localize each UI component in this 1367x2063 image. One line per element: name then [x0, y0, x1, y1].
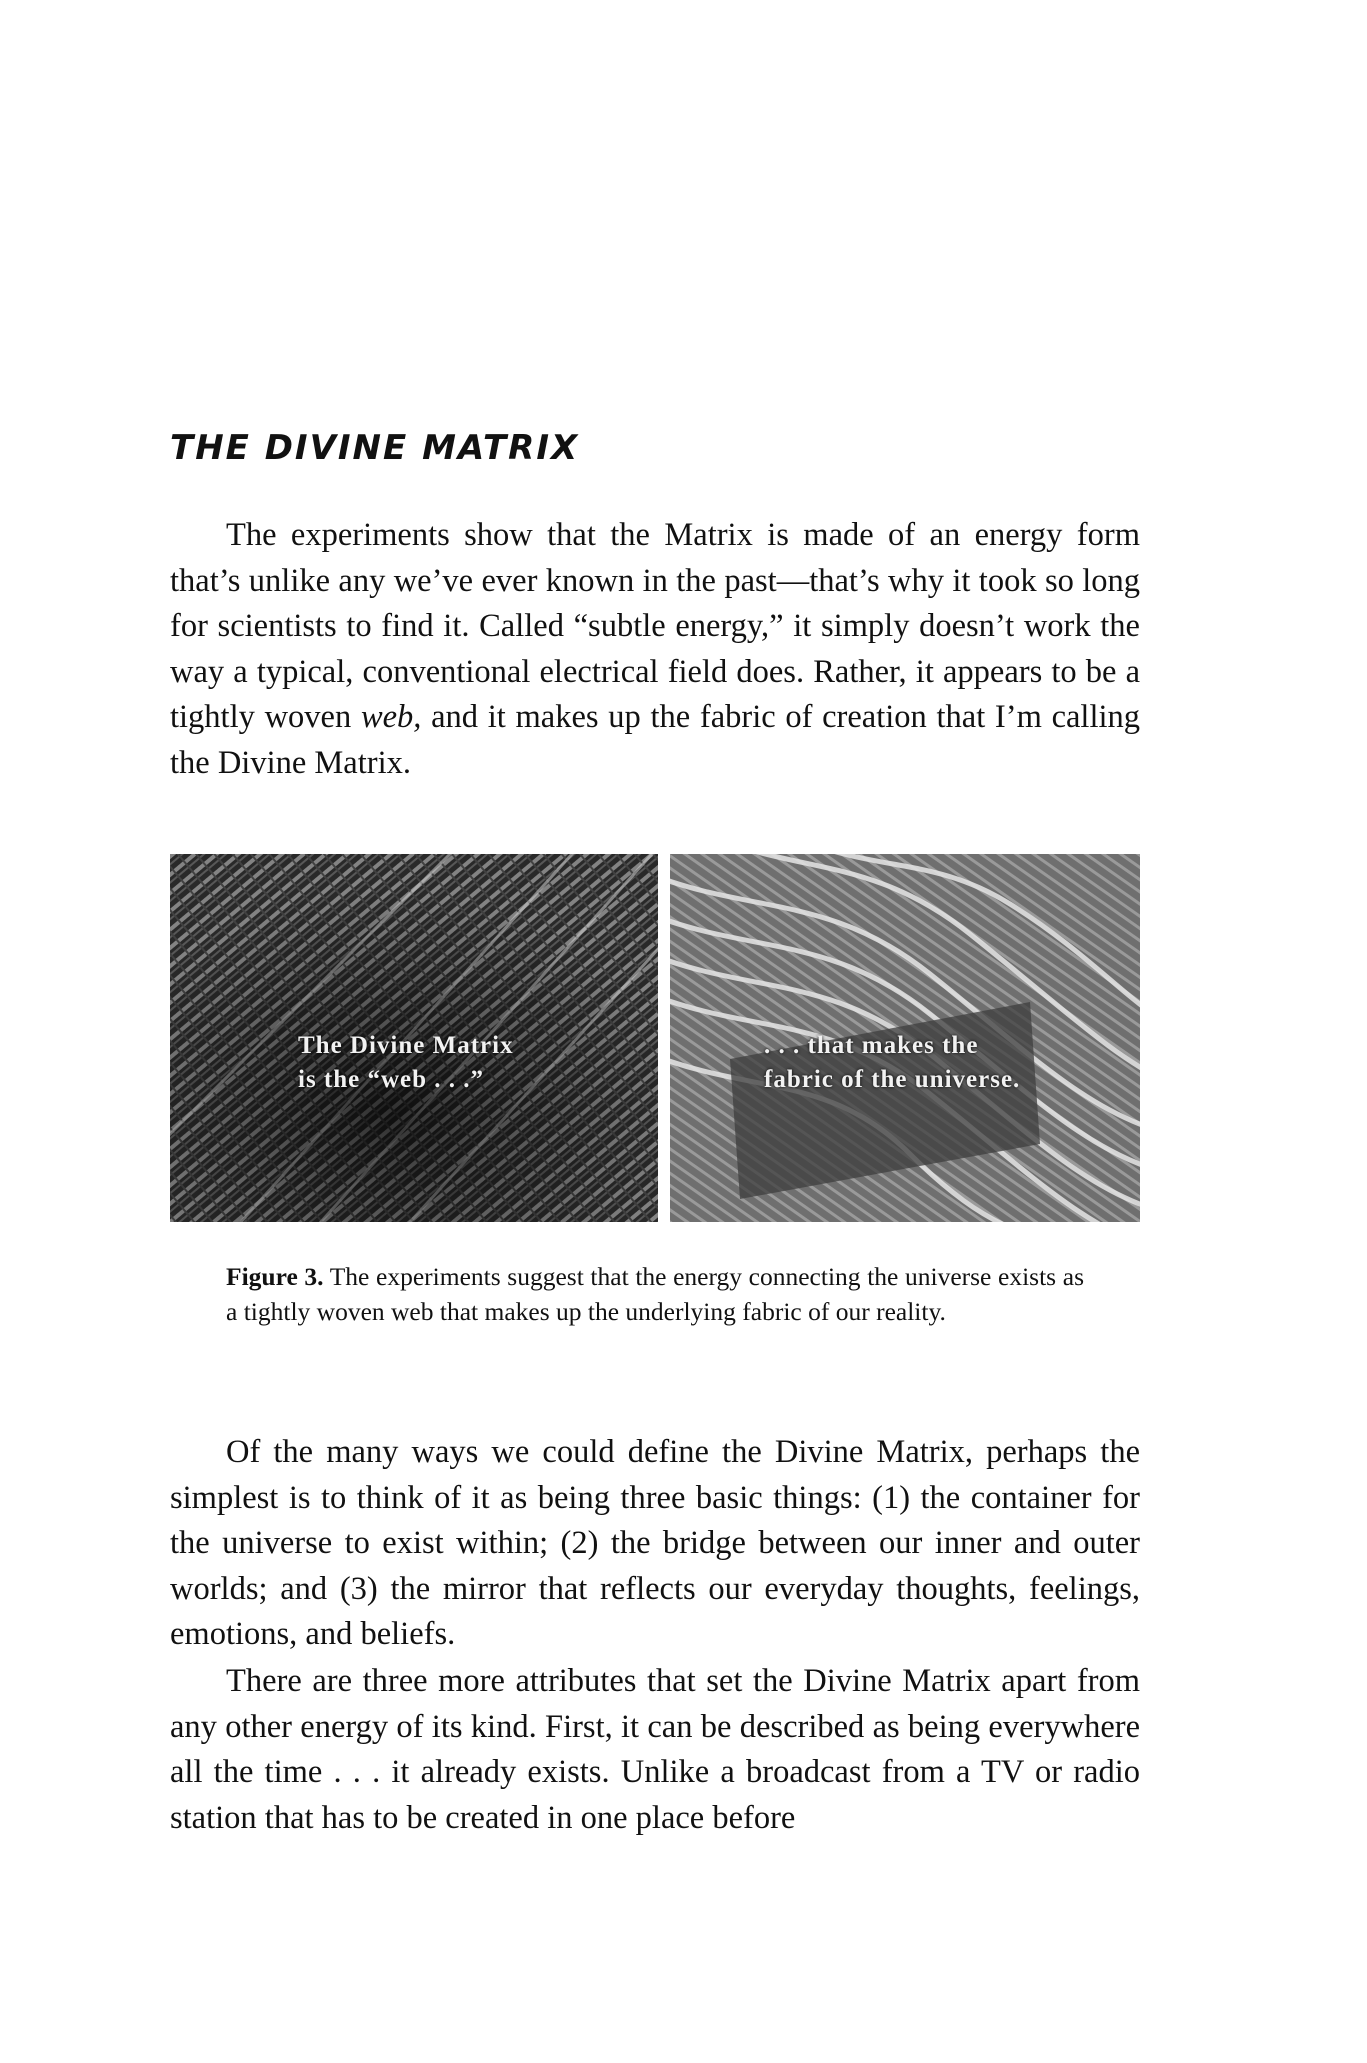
overlay-line-1: . . . that makes the [764, 1032, 979, 1059]
figure-caption-text: The experiments suggest that the energy connecting the universe exists as a tightly woven web that makes up the underlying fabric of our reality. [226, 1262, 1084, 1326]
paragraph-1 [170, 513, 1140, 787]
paragraph-2: Of the many ways we could define the Divine Matrix, perhaps the simplest is to think of it as being three basic things: (1) the container for the universe to exist within; (2) the bridge between our inner and outer worlds; and (3) the mirror that reflects our everyday thoughts, feelings, emotions, and beliefs. [170, 1434, 1140, 1653]
paragraph-1-emphasis: web, [360, 699, 422, 736]
paragraph-1-text-end: and it makes up the fabric of creation that I’m calling the Divine Matrix. [170, 699, 1141, 781]
figure-left-overlay [298, 1029, 514, 1097]
overlay-line-2: fabric of the universe. [764, 1066, 1021, 1093]
paragraph-1-text: The experiments show that the Matrix is made of an energy form that’s unlike any we’ve ever known in the past—that’s why it took so long for scientists to find it. Called “subtle energy,” it simply doesn’t work the way a typical, conventional electrical field does. Rather, it appears to be a tightly woven [170, 517, 1140, 736]
figure-3 [170, 854, 1140, 1222]
paragraph-3: There are three more attributes that set the Divine Matrix apart from any other energy of its kind. First, it can be described as being everywhere all the time . . . it already exists. Unlike a broadcast from a TV or radio station that has to be created in one place before [170, 1663, 1140, 1836]
figure-right-image [670, 854, 1140, 1222]
running-head: THE DIVINE MATRIX [170, 428, 580, 468]
overlay-line-2: is the “web . . .” [298, 1066, 485, 1093]
figure-left-image [170, 854, 658, 1222]
overlay-line-1: The Divine Matrix [298, 1032, 514, 1059]
figure-right-overlay [764, 1029, 1020, 1097]
figure-caption [226, 1259, 1084, 1329]
figure-label: Figure 3. [226, 1262, 324, 1291]
